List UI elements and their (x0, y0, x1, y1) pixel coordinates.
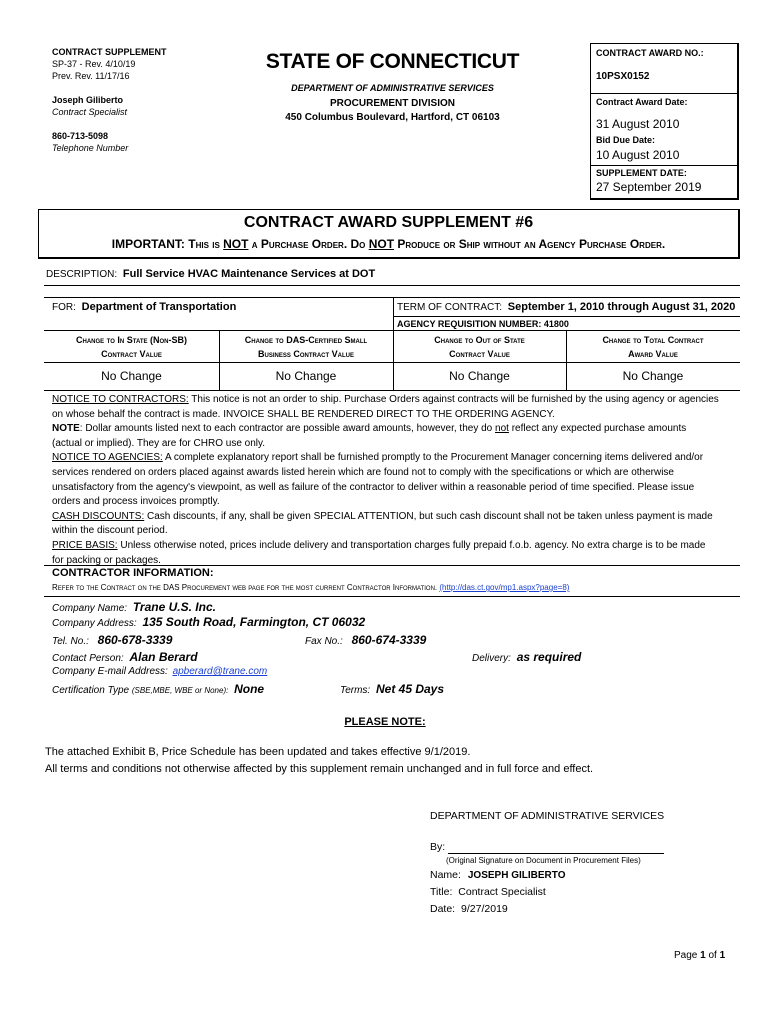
for-field (52, 301, 236, 313)
signature-by-row: By: (430, 841, 446, 853)
change-header-total-award: Change to Total Contract Award Value (602, 335, 704, 359)
department-name: DEPARTMENT OF ADMINISTRATIVE SERVICES (291, 83, 494, 93)
award-info-box (590, 43, 739, 200)
notice-note: NOTE: Dollar amounts listed next to each contractor are possible award amounts, however, they do not reflect any expected purchase amounts (52, 423, 687, 435)
bid-due-label: Bid Due Date: (596, 135, 656, 145)
please-note-line-2: All terms and conditions not otherwise affected by this supplement remain unchanged and in full force and effect. (45, 763, 594, 775)
notice-cash-discounts: CASH DISCOUNTS: Cash discounts, if any, shall be given SPECIAL ATTENTION, but such cash discount shall not be taken unless payment is made (52, 510, 713, 522)
contractor-refer: Refer to the Contract on the DAS Procurement web page for the most current Contractor Information. (http://das.ct.gov/mp1.aspx?page=8) (52, 583, 570, 592)
notice-price-basis: PRICE BASIS: Unless otherwise noted, prices include delivery and transportation charges fully prepaid f.o.b. agency. No extra charge is to be made (52, 539, 706, 551)
supplement-banner (38, 209, 740, 259)
supplement-date-label: SUPPLEMENT DATE: (596, 168, 687, 178)
contact-title: Contract Specialist (52, 107, 128, 117)
division-name: PROCUREMENT DIVISION (329, 98, 455, 109)
form-revision: SP-37 - Rev. 4/10/19 (52, 59, 136, 69)
important-notice: IMPORTANT: This is NOT a Purchase Order. Do NOT Produce or Ship without an Agency Purchase Order. (111, 237, 666, 251)
header-left (52, 47, 232, 153)
signature-department: DEPARTMENT OF ADMINISTRATIVE SERVICES (430, 810, 665, 822)
das-procurement-link[interactable]: (http://das.ct.gov/mp1.aspx?page=8) (439, 583, 570, 592)
change-value-total-award: No Change (622, 369, 684, 383)
company-tel: 860-678-3339 (97, 633, 173, 647)
signature-date-row: Date: 9/27/2019 (430, 903, 508, 915)
form-prev-revision: Prev. Rev. 11/17/16 (52, 71, 130, 81)
for-value: Department of Transportation (81, 301, 237, 313)
company-address-row: Company Address: 135 South Road, Farmington, CT 06032 (52, 615, 366, 629)
delivery-value: as required (516, 650, 582, 664)
supplement-title: CONTRACT AWARD SUPPLEMENT #6 (243, 214, 534, 231)
tel-row: Tel. No.: 860-678-3339 (52, 633, 173, 647)
signatory-title: Contract Specialist (458, 886, 546, 898)
change-header-in-state: Change to In State (Non-SB) Contract Value (76, 335, 187, 359)
change-header-das-small-business: Change to DAS-Certified Small Business Contract Value (244, 335, 368, 359)
page-number: Page 1 of 1 (674, 950, 726, 961)
supplement-date: 27 September 2019 (596, 180, 702, 194)
contact-name: Joseph Giliberto (52, 95, 124, 105)
header-center (240, 50, 545, 123)
fax-row: Fax No.: 860-674-3339 (305, 633, 427, 647)
signature-title-row: Title: Contract Specialist (430, 886, 546, 898)
company-name: Trane U.S. Inc. (132, 600, 216, 614)
division-address: 450 Columbus Boulevard, Hartford, CT 06103 (285, 112, 500, 123)
term-field (397, 301, 735, 313)
agency-requisition: AGENCY REQUISITION NUMBER: 41800 (397, 319, 569, 329)
form-title: CONTRACT SUPPLEMENT (52, 47, 167, 57)
description-label: DESCRIPTION: (46, 269, 118, 280)
description-value: Full Service HVAC Maintenance Services at DOT (122, 268, 376, 280)
contractor-heading: CONTRACTOR INFORMATION: (52, 567, 214, 579)
for-label: FOR: (52, 302, 76, 313)
certification-type: None (234, 682, 265, 696)
change-value-in-state: No Change (101, 369, 162, 383)
contact-person: Alan Berard (129, 650, 198, 664)
notice-agencies: NOTICE TO AGENCIES: A complete explanatory report shall be furnished promptly to the Procurement Manager concerning items delivered and/or (52, 452, 704, 464)
award-date-label: Contract Award Date: (596, 97, 688, 107)
contact-person-row: Contact Person: Alan Berard (52, 650, 198, 664)
award-no: 10PSX0152 (596, 71, 650, 82)
award-no-label: CONTRACT AWARD NO.: (596, 48, 704, 58)
company-address: 135 South Road, Farmington, CT 06032 (142, 615, 366, 629)
delivery-row: Delivery: as required (472, 650, 582, 664)
notices-block: NOTICE TO CONTRACTORS: This notice is not an order to ship. Purchase Orders against contracts will be furnished by the using agency or agencies on whose behalf the contract is made. INVOICE SHALL BE RENDERED DIRECT TO THE ORDERING AGENCY. NOTE: Dollar amounts listed next to each contractor are possible award amounts, however, they do not reflect any expected purchase amounts (actual or implied). They are for CHRO use only. NOTICE TO AGENCIES: A complete explanatory report shall be furnished promptly to the Procurement Manager concerning items delivered and/or services rendered on orders placed against awards listed herein which are found not to comply with the specifications or which are otherwise unsatisfactory from the agency's viewpoint, as well as failure of the contractor to deliver within a reasonable period of time specified. Please issue orders and process invoices promptly. CASH DISCOUNTS: Cash discounts, if any, shall be given SPECIAL ATTENTION, but such cash discount shall not be taken unless payment is made within the discount period. PRICE BASIS: Unless otherwise noted, prices include delivery and transportation charges fully prepaid f.o.b. agency. No extra charge is to be made for packing or packages. (52, 393, 738, 568)
company-name-row: Company Name: Trane U.S. Inc. (52, 600, 216, 614)
description (46, 268, 375, 280)
state-title: STATE OF CONNECTICUT (265, 50, 520, 73)
change-value-out-of-state: No Change (449, 369, 510, 383)
signature-name-row: Name: JOSEPH GILIBERTO (430, 869, 566, 881)
certification-row: Certification Type (SBE,MBE, WBE or None): None (52, 682, 265, 696)
award-date: 31 August 2010 (596, 117, 680, 131)
term-label: TERM OF CONTRACT: (397, 302, 502, 313)
payment-terms: Net 45 Days (375, 682, 445, 696)
contact-phone: 860-713-5098 (52, 131, 109, 141)
bid-due-date: 10 August 2010 (596, 148, 680, 162)
change-header-out-of-state: Change to Out of State Contract Value (434, 335, 525, 359)
change-value-das-small-business: No Change (275, 369, 337, 383)
signatory-name: JOSEPH GILIBERTO (467, 870, 566, 881)
terms-row: Terms: Net 45 Days (340, 682, 445, 696)
please-note-heading: PLEASE NOTE: (344, 716, 426, 728)
please-note-line-1: The attached Exhibit B, Price Schedule has been updated and takes effective 9/1/2019. (45, 746, 471, 758)
signature-original-note: (Original Signature on Document in Procurement Files) (446, 856, 641, 865)
notice-contractors: NOTICE TO CONTRACTORS: This notice is not an order to ship. Purchase Orders against contracts will be furnished by the using agency or agencies (52, 394, 719, 405)
signature-date: 9/27/2019 (461, 903, 508, 915)
phone-label: Telephone Number (52, 143, 129, 153)
term-value: September 1, 2010 through August 31, 2020 (507, 301, 736, 313)
email-row: Company E-mail Address: apberard@trane.com (52, 666, 268, 677)
company-fax: 860-674-3339 (351, 633, 427, 647)
signature-line (448, 853, 664, 854)
company-email-link[interactable]: apberard@trane.com (172, 666, 268, 677)
